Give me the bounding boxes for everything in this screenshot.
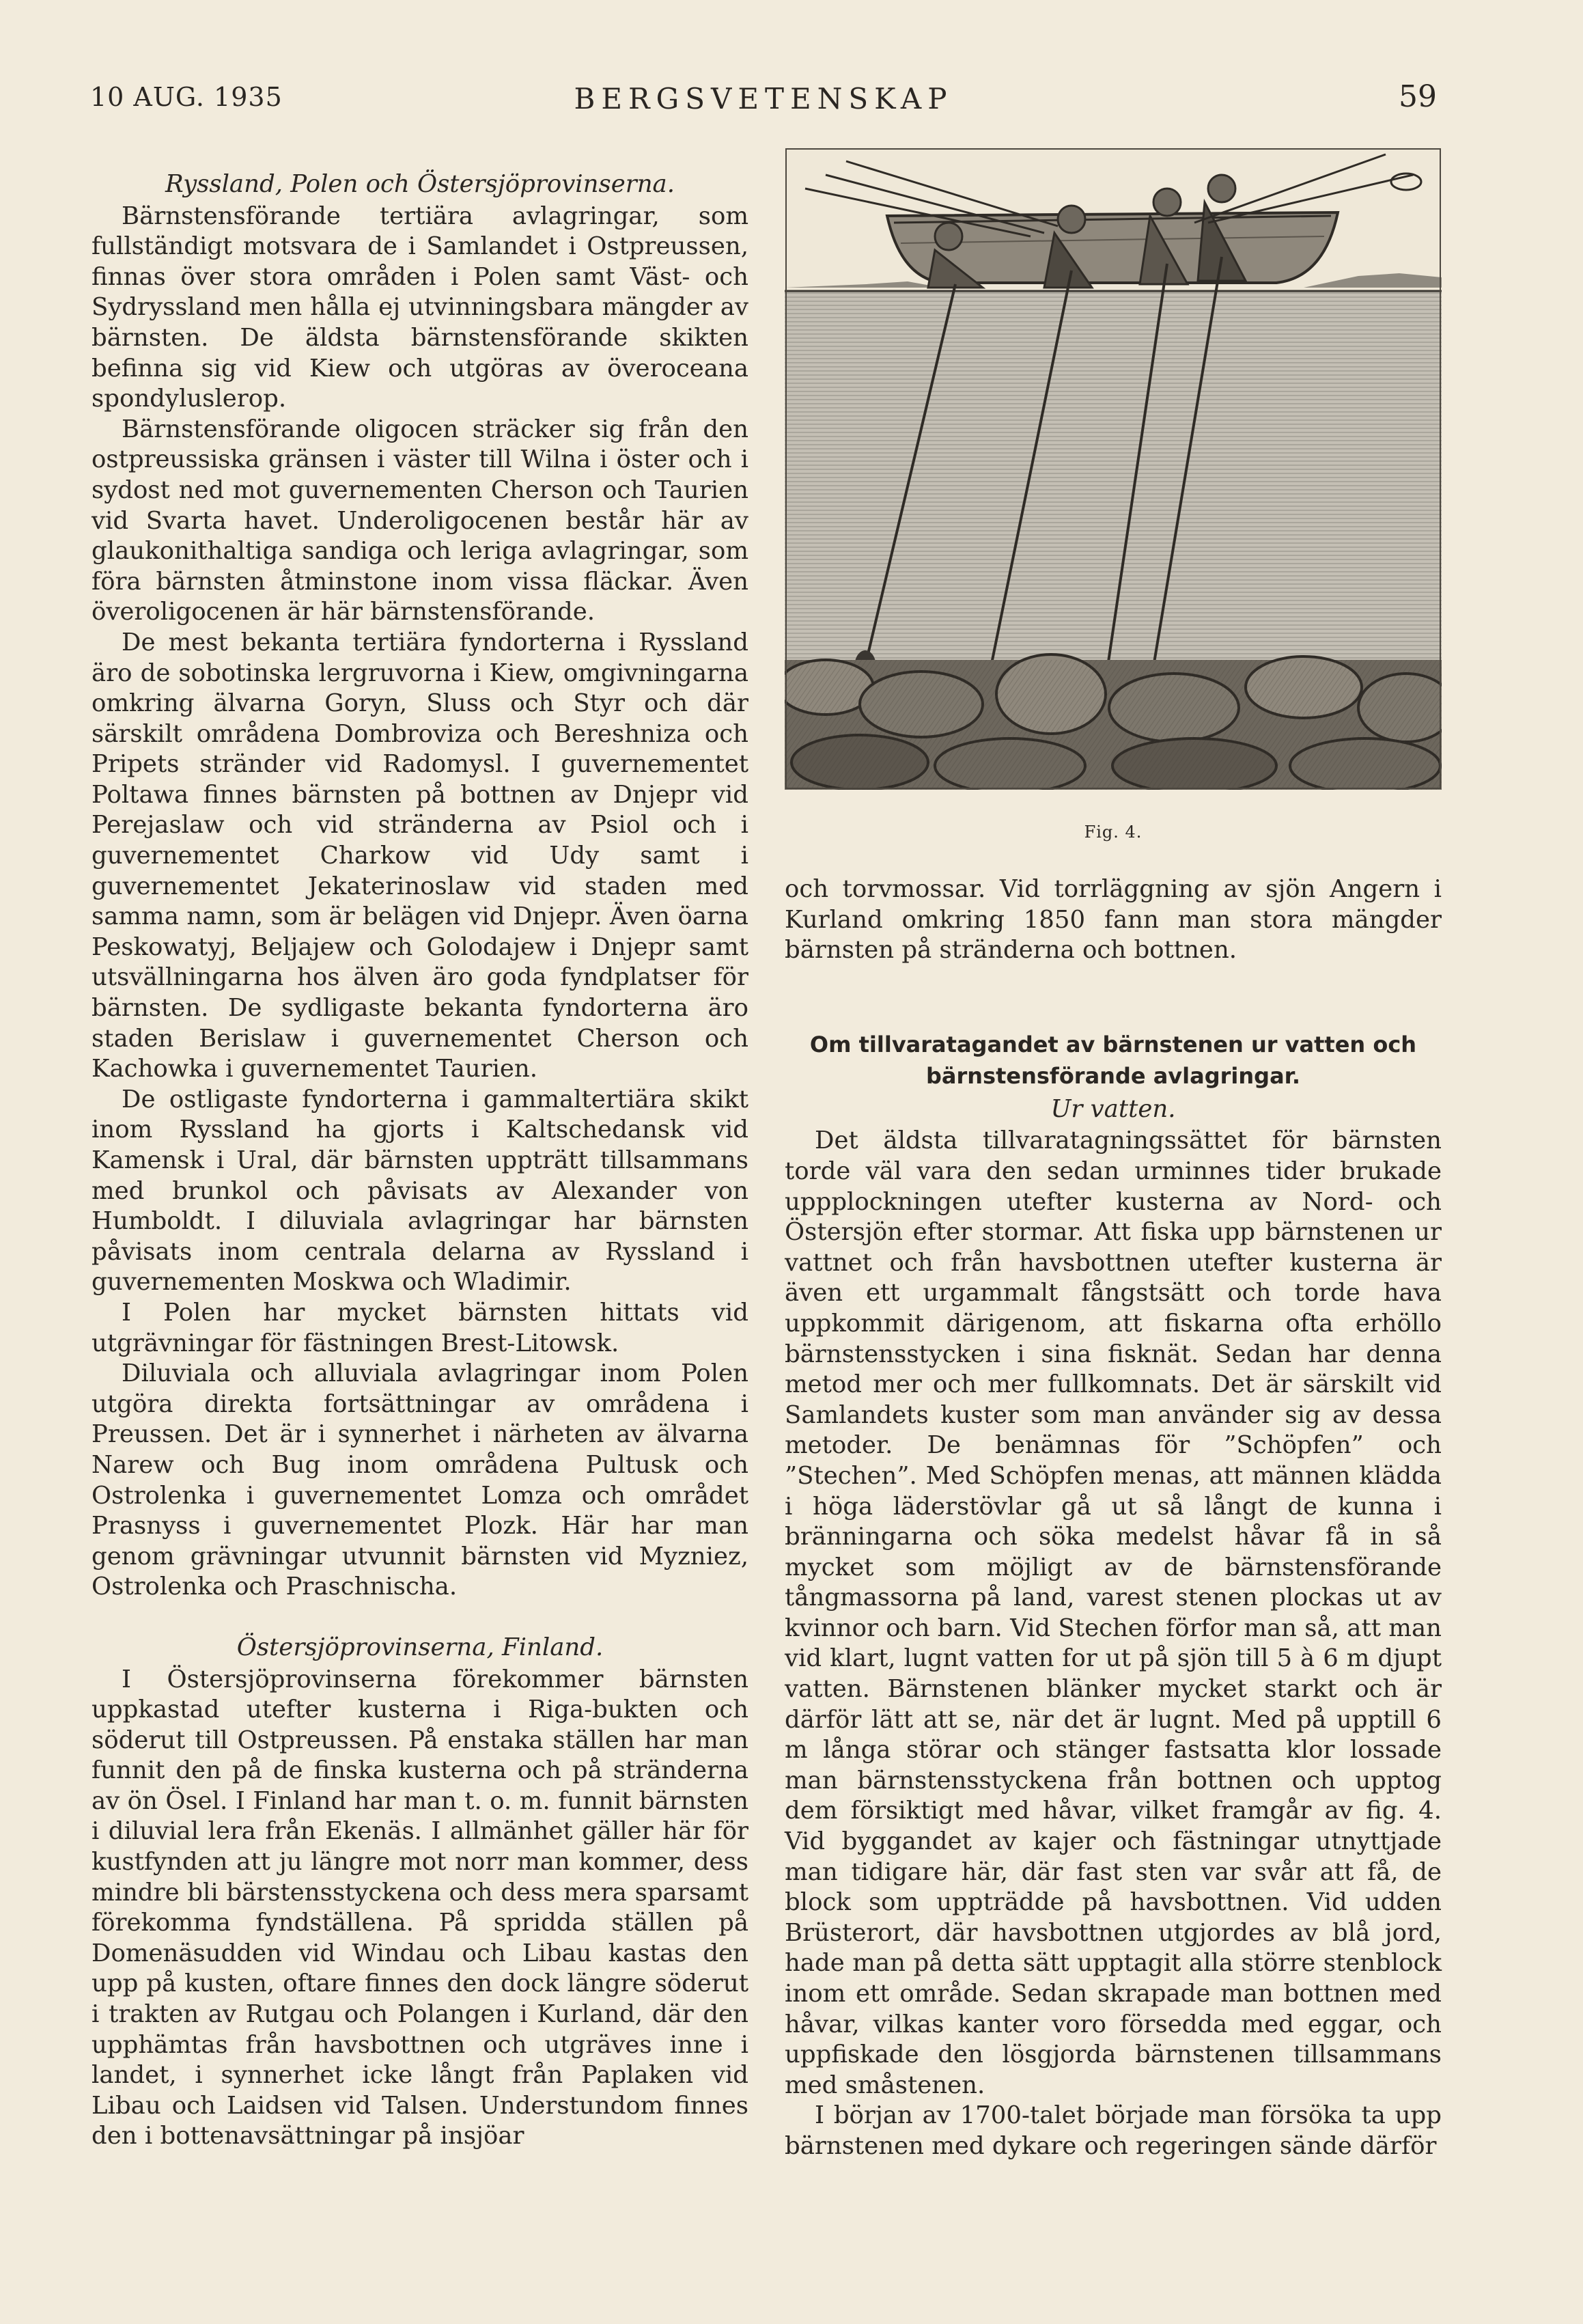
paragraph: och torvmossar. Vid torrläggning av sjön Angern i Kurland omkring 1850 fann man stora mängder bärnsten på stränderna och bottnen. [785, 875, 1442, 965]
paragraph: Diluviala och alluviala avlagringar inom Polen utgöra direkta fortsättningar av områdena i Preussen. Det är i synnerhet i närheten av älvarna Narew och Bug inom områdena Pultusk och Ostrolenka i guvernementet Lomza och området Prasnyss i guvernementet Plozk. Här har man genom grävningar utvunnit bärnsten vid Myzniez, Ostrolenka och Praschnischa. [92, 1359, 748, 1601]
left-column [92, 169, 748, 2152]
journal-title: BERGSVETENSKAP [574, 82, 953, 115]
right-column [785, 874, 1442, 2162]
section-heading-recovery: Om tillvaratagandet av bärnstenen ur vatten och bärnstensförande avlagringar. [809, 1031, 1417, 1089]
paragraph: Bärnstensförande oligocen sträcker sig från den ostpreussiska gränsen i väster till Wilna i öster och i sydost ned mot guvernementen Cherson och Taurien vid Svarta havet. Underoligocenen består här av glaukonithaltiga sandiga och leriga avlagringar, som föra bärnsten åtminstone inom vissa fläckar. Även överoligocenen är här bärnstensförande. [92, 415, 748, 626]
paragraph: De ostligaste fyndorterna i gammaltertiära skikt inom Ryssland ha gjorts i Kaltschedansk vid Kamensk i Ural, där bärnsten uppträtt tillsammans med brunkol och påvisats av Alexander von Humboldt. I diluviala avlagringar har bärnsten påvisats inom centrala delarna av Ryssland i guvernementen Moskwa och Wladimir. [92, 1085, 748, 1297]
issue-date: 10 AUG. 1935 [90, 82, 283, 112]
subsection-heading-water: Ur vatten. [1050, 1094, 1176, 1123]
paragraph: De mest bekanta tertiära fyndorterna i Ryssland äro de sobotinska lergruvorna i Kiew, omgivningarna omkring älvarna Goryn, Sluss och Styr och där särskilt områdena Dombroviza och Bereshniza och Pripets stränder vid Radomysl. I guvernementet Poltawa finnes bärnsten på bottnen av Dnjepr vid Perejaslaw och vid stränderna av Psiol och i guvernementet Charkow vid Udy samt i guvernementet Jekaterinoslaw vid staden med samma namn, som är belägen vid Dnjepr. Även öarna Peskowatyj, Beljajew och Golodajew i Dnjepr samt utsvällningarna hos älven äro goda fyndplatser för bärnsten. De sydligaste bekanta fyndorterna äro staden Berislaw i guvernementet Cherson och Kachowka i guvernementet Taurien. [92, 628, 748, 1083]
paragraph: I Polen har mycket bärnsten hittats vid utgrävningar för fästningen Brest-Litowsk. [92, 1298, 748, 1357]
section-heading-finland: Östersjöprovinserna, Finland. [236, 1633, 604, 1661]
paragraph: I Östersjöprovinserna förekommer bärnsten uppkastad utefter kusterna i Riga-bukten och söderut till Ostpreussen. På enstaka ställen har man funnit den på de finska kusterna och på stränderna av ön Ösel. I Finland har man t. o. m. funnit bärnsten i diluvial lera från Ekenäs. I allmänhet gäller här för kustfynden att ju längre mot norr man kommer, dess mindre bli bärstensstyckena och dess mera sparsamt förekomma fyndställena. På spridda ställen på Domenäsudden vid Windau och Libau kastas den upp på kusten, oftare finnes den dock längre söderut i trakten av Rutgau och Polangen i Kurland, där den upphämtas från havsbottnen och utgräves inne i landet, i synnerhet icke långt från Paplaken vid Libau och Laidsen vid Talsen. Understundom finnes den i bottenavsättningar på insjöar [92, 1665, 748, 2150]
paragraph: I början av 1700-talet började man försöka ta upp bärnstenen med dykare och regeringen sände därför [785, 2101, 1442, 2160]
amber-fishing-illustration [785, 148, 1442, 790]
paragraph: Bärnstensförande tertiära avlagringar, som fullständigt motsvara de i Samlandet i Ostpreussen, finnas över stora områden i Polen samt Väst- och Sydryssland men hålla ej utvinningsbara mängder av bärnsten. De äldsta bärnstensförande skikten befinna sig vid Kiew och utgöras av överoceana spondyluslerор. [92, 202, 748, 413]
page-number: 59 [1399, 79, 1437, 114]
section-heading-russia: Ryssland, Polen och Östersjöprovinserna. [165, 170, 675, 198]
page-header [90, 77, 1437, 131]
figure-4 [785, 148, 1442, 858]
paragraph: Det äldsta tillvaratagningssättet för bärnsten torde väl vara den sedan urminnes tider brukade uppplockningen utefter kusterna av Nord- och Östersjön efter stormar. Att fiska upp bärnstenen ur vattnet och från havsbottnen utefter kusterna är även ett urgammalt fångstsätt och torde hava uppkommit därigenom, att fiskarna ofta erhöllo bärnstensstycken i sina fisknät. Sedan har denna metod mer och mer fullkomnats. Det är särskilt vid Samlandets kuster som man använder sig av dessa metoder. De benämnas för ”Schöpfen” och ”Stechen”. Med Schöpfen menas, att männen klädda i höga läderstövlar gå ut så långt de kunna i bränningarna och söka medelst håvar få in så mycket som möjligt av de bärnstensförande tångmassorna på land, varest stenen plockas ut av kvinnor och barn. Vid Stechen förfor man så, att man vid klart, lugnt vatten for ut på sjön till 5 à 6 m djupt vatten. Bärnstenen blänker mycket starkt och är därför lätt att se, när det är lugnt. Med på upptill 6 m långa störar och stänger fastsatta klor lossade man bärnstensstyckena från bottnen och upptog dem försiktigt med håvar, vilket framgår av fig. 4. Vid byggandet av kajer och fästningar utnyttjade man tidigare här, där fast sten var svår att få, de block som uppträdde på havsbottnen. Vid udden Brüsterort, där havsbottnen utgjordes av blå jord, hade man på detta sätt upptagit alla större stenblock inom ett område. Sedan skrapade man bottnen med håvar, vilkas kanter voro försedda med eggar, och uppfiskade den lösgjorda bärnstenen tillsammans med småstenen. [785, 1126, 1442, 2099]
figure-caption: Fig. 4. [1084, 822, 1143, 842]
